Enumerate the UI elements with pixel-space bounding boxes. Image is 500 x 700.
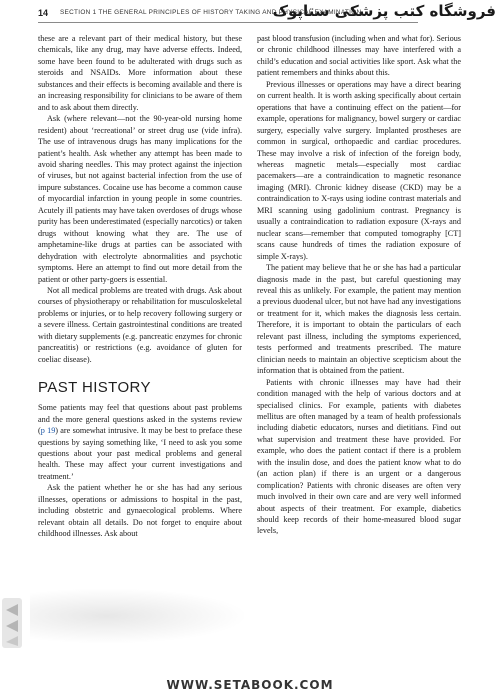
text-run: Some patients may feel that questions about past problems and the more general questions asked in the systems review ( xyxy=(38,403,242,436)
right-column xyxy=(257,33,461,537)
paragraph xyxy=(38,402,242,482)
section-heading-past-history: PAST HISTORY xyxy=(38,379,151,397)
paragraph: past blood transfusion (including when and what for). Serious or chronic childhood illnesses may have interfered with a child’s education and social activities like sport. Ask what the patient remembers and thinks about this. xyxy=(257,34,461,78)
paragraph: The patient may believe that he or she has had a particular diagnosis made in the past, but careful questioning may reveal this as unlikely. For example, the patient may mention a previous duodenal ulcer, but not have had any investigations or treatment for it, which makes the diagnosis less certain. Therefore, it is important to obtain the particulars of each relevant past illness, including the symptoms experienced, tests performed and treatments prescribed. The mature clinician needs to maintain an objective scepticism about the information that is obtained from the patient. xyxy=(257,263,461,376)
paragraph: Ask the patient whether he or she has had any serious illnesses, operations or admissions to hospital in the past, including obstetric and gynaecological problems. Where relevant obtain all details. Do not forget to enquire about childhood illnesses. Ask about xyxy=(38,483,242,539)
paragraph: Patients with chronic illnesses may have had their condition managed with the help of various doctors and at specialised clinics. For example, patients with diabetes mellitus are often managed by a team of health professionals including diabetic educators, nurses and dietitians. Find out what supervision and treatment these have provided. For example, who does the patient contact if there is a problem with the insulin dose, and does the patient know what to do (an action plan) if there is an urgent or a dangerous complication? Patients with chronic diseases are often very much involved in their own care and are very well informed about aspects of their treatment. For example, diabetics should keep records of their home-measured blood sugar levels, xyxy=(257,377,461,536)
running-head: SECTION 1 THE GENERAL PRINCIPLES OF HISTORY TAKING AND PHYSICAL EXAMINATION xyxy=(60,9,362,16)
left-column xyxy=(38,33,242,540)
header-rule xyxy=(38,22,418,23)
page-header xyxy=(0,0,500,26)
watermark-shade xyxy=(30,588,248,644)
paragraph: Ask (where relevant—not the 90-year-old nursing home resident) about ‘recreational’ or street drug use (vide infra). The use of intravenous drugs has many implications for the patient’s health. Ask whether any attempt has been made to avoid sharing needles. This may protect against the injection of viruses, but not against bacterial infection from the use of impure substances. Cocaine use has become a common cause of myocardial infarction in young people in some countries. Acutely ill patients may have taken overdoses of drugs whose purity has been underestimated (especially narcotics) or taken drugs without knowing what they are. The use of amphetamine-like drugs at parties can be associated with dehydration with electrolyte abnormalities and psychotic symptoms. Here an attempt to find out more detail from the patient or other party-goers is essential. xyxy=(38,114,242,284)
page-cross-reference-link[interactable]: p 19 xyxy=(40,426,56,436)
paragraph: Not all medical problems are treated with drugs. Ask about courses of physiotherapy or rehabilitation for musculoskeletal problems or injuries, or to help recovery following surgery or a severe illness. Certain gastrointestinal conditions are treated with dietary supplements (e.g. pancreatic enzymes for chronic pancreatitis) or restrictions (e.g. avoidance of gluten for coeliac disease). xyxy=(38,285,242,364)
watermark-text: فروشگاه کتب پزشکی ستاپوک xyxy=(272,2,496,20)
text-run: ) are somewhat intrusive. It may be best to preface these questions by saying something like, ‘I need to ask you some questions about your past medical problems and general health. These may affect your current investigations and treatment.’ xyxy=(38,426,243,481)
paragraph: Previous illnesses or operations may have a direct bearing on current health. It is worth asking specifically about certain operations that have a continuing effect on the patient—for example, operations for malignancy, bowel surgery or cardiac surgery, especially valve surgery. Implanted prostheses are common in surgical, orthopaedic and cardiac procedures. These may involve a risk of infection of the foreign body, whereas magnetic metals—especially most cardiac pacemakers—are a contraindication to magnetic resonance imaging (MRI). Chronic kidney disease (CKD) may be a contraindication to X-rays using iodine contrast materials and MRI scanning using gadolinium contrast. Pregnancy is usually a contraindication to radiation exposure (X-rays and nuclear scans—remember that computed tomography [CT] scans cause hundreds of times the radiation exposure of simple X-rays). xyxy=(257,79,461,261)
paragraph: these are a relevant part of their medical history, but these chemicals, like any drug, may have adverse effects. Indeed, some have been found to be adulterated with drugs such as steroids and NSAIDs. More information about these substances and their effects is becoming available and there is an increasing responsibility for clinicians to be aware of them and to ask about them directly. xyxy=(38,34,242,112)
footer-url: WWW.SETABOOK.COM xyxy=(166,678,334,692)
page-number: 14 xyxy=(38,8,49,18)
watermark-logo-icon xyxy=(0,596,24,650)
